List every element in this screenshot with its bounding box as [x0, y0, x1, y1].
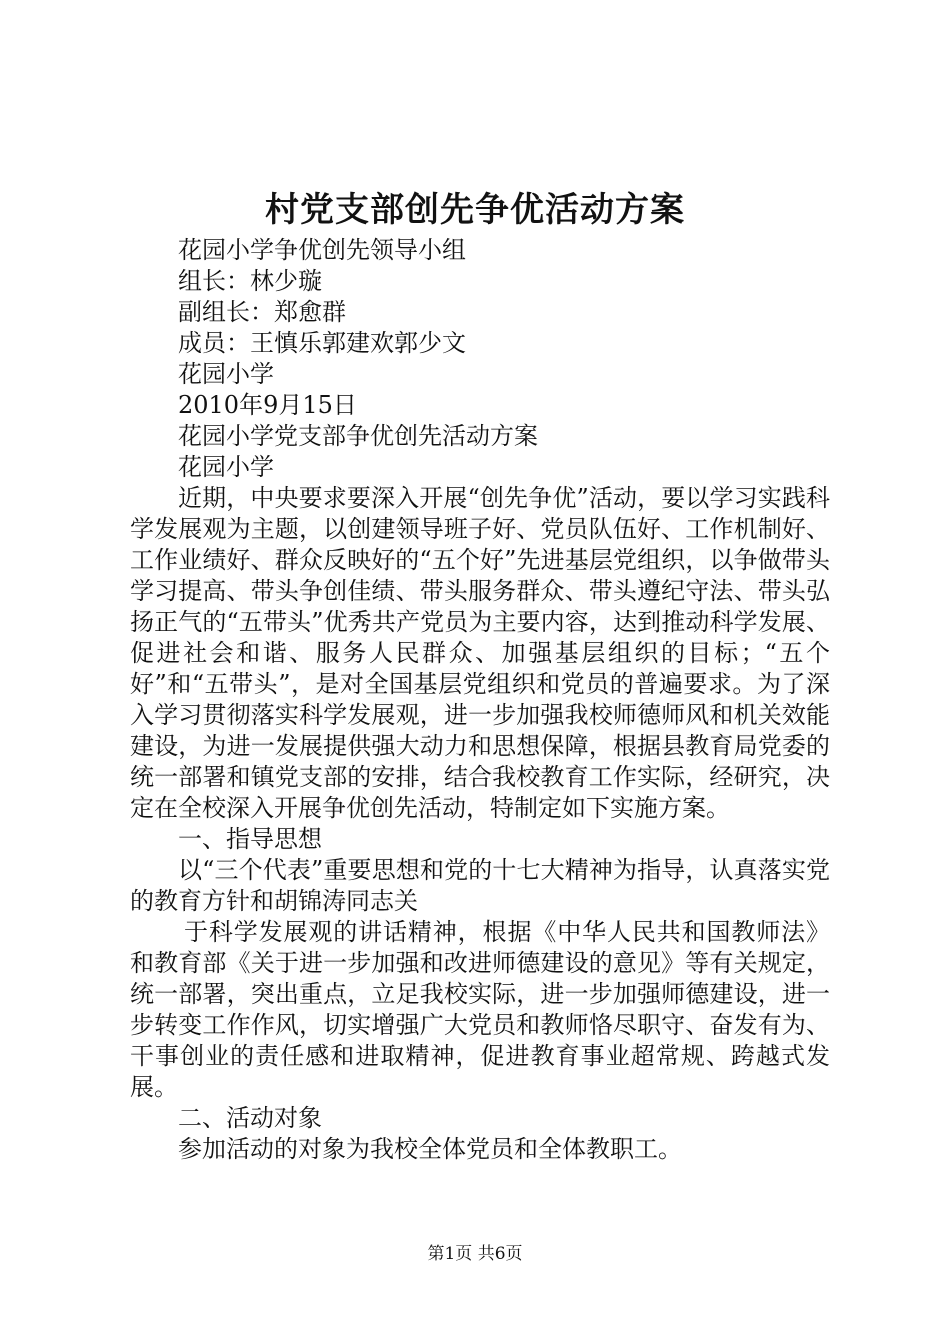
- section-heading-activity-target: 二、活动对象: [178, 1104, 322, 1132]
- header-line-deputy: 副组长：郑愈群: [178, 298, 346, 326]
- intro-paragraph: 近期，中央要求要深入开展“创先争优”活动，要以学习实践科学发展观为主题，以创建领导班子好、党员队伍好、工作机制好、工作业绩好、群众反映好的“五个好”先进基层党组织，以争做带头学习提高、带头争创佳绩、带头服务群众、带头遵纪守法、带头弘扬正气的“五带头”优秀共产党员为主要内容，达到推动科学发展、促进社会和谐、服务人民群众、加强基层组织的目标；“五个好”和“五带头”，是对全国基层党组织和党员的普遍要求。为了深入学习贯彻落实科学发展观，进一步加强我校师德师风和机关效能建设，为进一发展提供强大动力和思想保障，根据县教育局党委的统一部署和镇党支部的安排，结合我校教育工作实际，经研究，决定在全校深入开展争优创先活动，特制定如下实施方案。: [130, 484, 830, 822]
- header-line-plan-title: 花园小学党支部争优创先活动方案: [178, 422, 538, 450]
- header-line-school: 花园小学: [178, 360, 274, 388]
- section2-paragraph: 参加活动的对象为我校全体党员和全体教职工。: [178, 1135, 682, 1163]
- header-line-group: 花园小学争优创先领导小组: [178, 236, 466, 264]
- header-line-members: 成员：王慎乐郭建欢郭少文: [178, 329, 466, 357]
- header-line-leader: 组长：林少璇: [178, 267, 322, 295]
- section1-paragraph-1: 以“三个代表”重要思想和党的十七大精神为指导，认真落实党的教育方针和胡锦涛同志关: [130, 856, 830, 915]
- section-heading-guiding-ideology: 一、指导思想: [178, 825, 322, 853]
- document-body: [130, 235, 830, 1165]
- header-line-date: 2010年9月15日: [178, 391, 357, 419]
- page-number-footer: 第1页 共6页: [427, 1244, 523, 1264]
- document-title: 村党支部创先争优活动方案: [265, 190, 685, 230]
- section1-paragraph-2: 于科学发展观的讲话精神，根据《中华人民共和国教师法》和教育部《关于进一步加强和改进师德建设的意见》等有关规定，统一部署，突出重点，立足我校实际，进一步加强师德建设，进一步转变工作作风，切实增强广大党员和教师恪尽职守、奋发有为、干事创业的责任感和进取精神，促进教育事业超常规、跨越式发展。: [130, 918, 830, 1101]
- header-line-school-2: 花园小学: [178, 453, 274, 481]
